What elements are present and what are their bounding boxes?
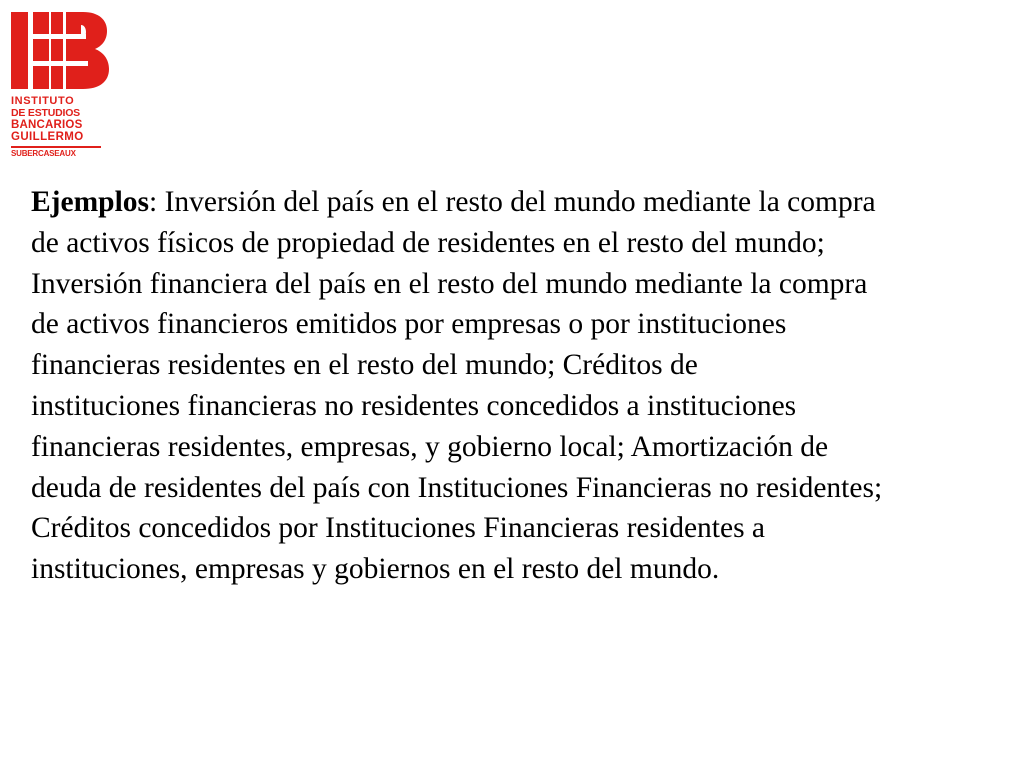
paragraph-line-10: instituciones, empresas y gobiernos en el resto del mundo. bbox=[31, 553, 720, 586]
ieb-logo-icon bbox=[11, 12, 109, 89]
logo-wordmark bbox=[11, 96, 111, 158]
examples-lead: Ejemplos bbox=[31, 186, 149, 218]
paragraph-line-2: de activos físicos de propiedad de residentes en el resto del mundo; bbox=[31, 226, 825, 259]
logo-line-4: GUILLERMO bbox=[11, 131, 84, 143]
paragraph-line-3: Inversión financiera del país en el resto del mundo mediante la compra bbox=[31, 267, 868, 300]
paragraph-line-4: de activos financieros emitidos por empresas o por instituciones bbox=[31, 308, 787, 341]
logo-line-3: BANCARIOS bbox=[11, 118, 83, 131]
logo-line-5: SUBERCASEAUX bbox=[11, 148, 76, 158]
logo-line-1: INSTITUTO bbox=[11, 95, 75, 107]
paragraph-line-7: financieras residentes, empresas, y gobierno local; Amortización de bbox=[31, 430, 829, 463]
institution-logo bbox=[11, 12, 111, 162]
paragraph-line-5: financieras residentes en el resto del mundo; Créditos de bbox=[31, 349, 698, 382]
logo-line-2: DE ESTUDIOS bbox=[11, 107, 80, 119]
paragraph-line-8: deuda de residentes del país con Instituciones Financieras no residentes; bbox=[31, 471, 883, 504]
paragraph-line-6: instituciones financieras no residentes concedidos a instituciones bbox=[31, 389, 797, 422]
examples-paragraph bbox=[31, 182, 1016, 590]
paragraph-line-1: : Inversión del país en el resto del mundo mediante la compra bbox=[149, 186, 876, 218]
logo-underline bbox=[11, 146, 101, 148]
paragraph-line-9: Créditos concedidos por Instituciones Financieras residentes a bbox=[31, 512, 766, 545]
